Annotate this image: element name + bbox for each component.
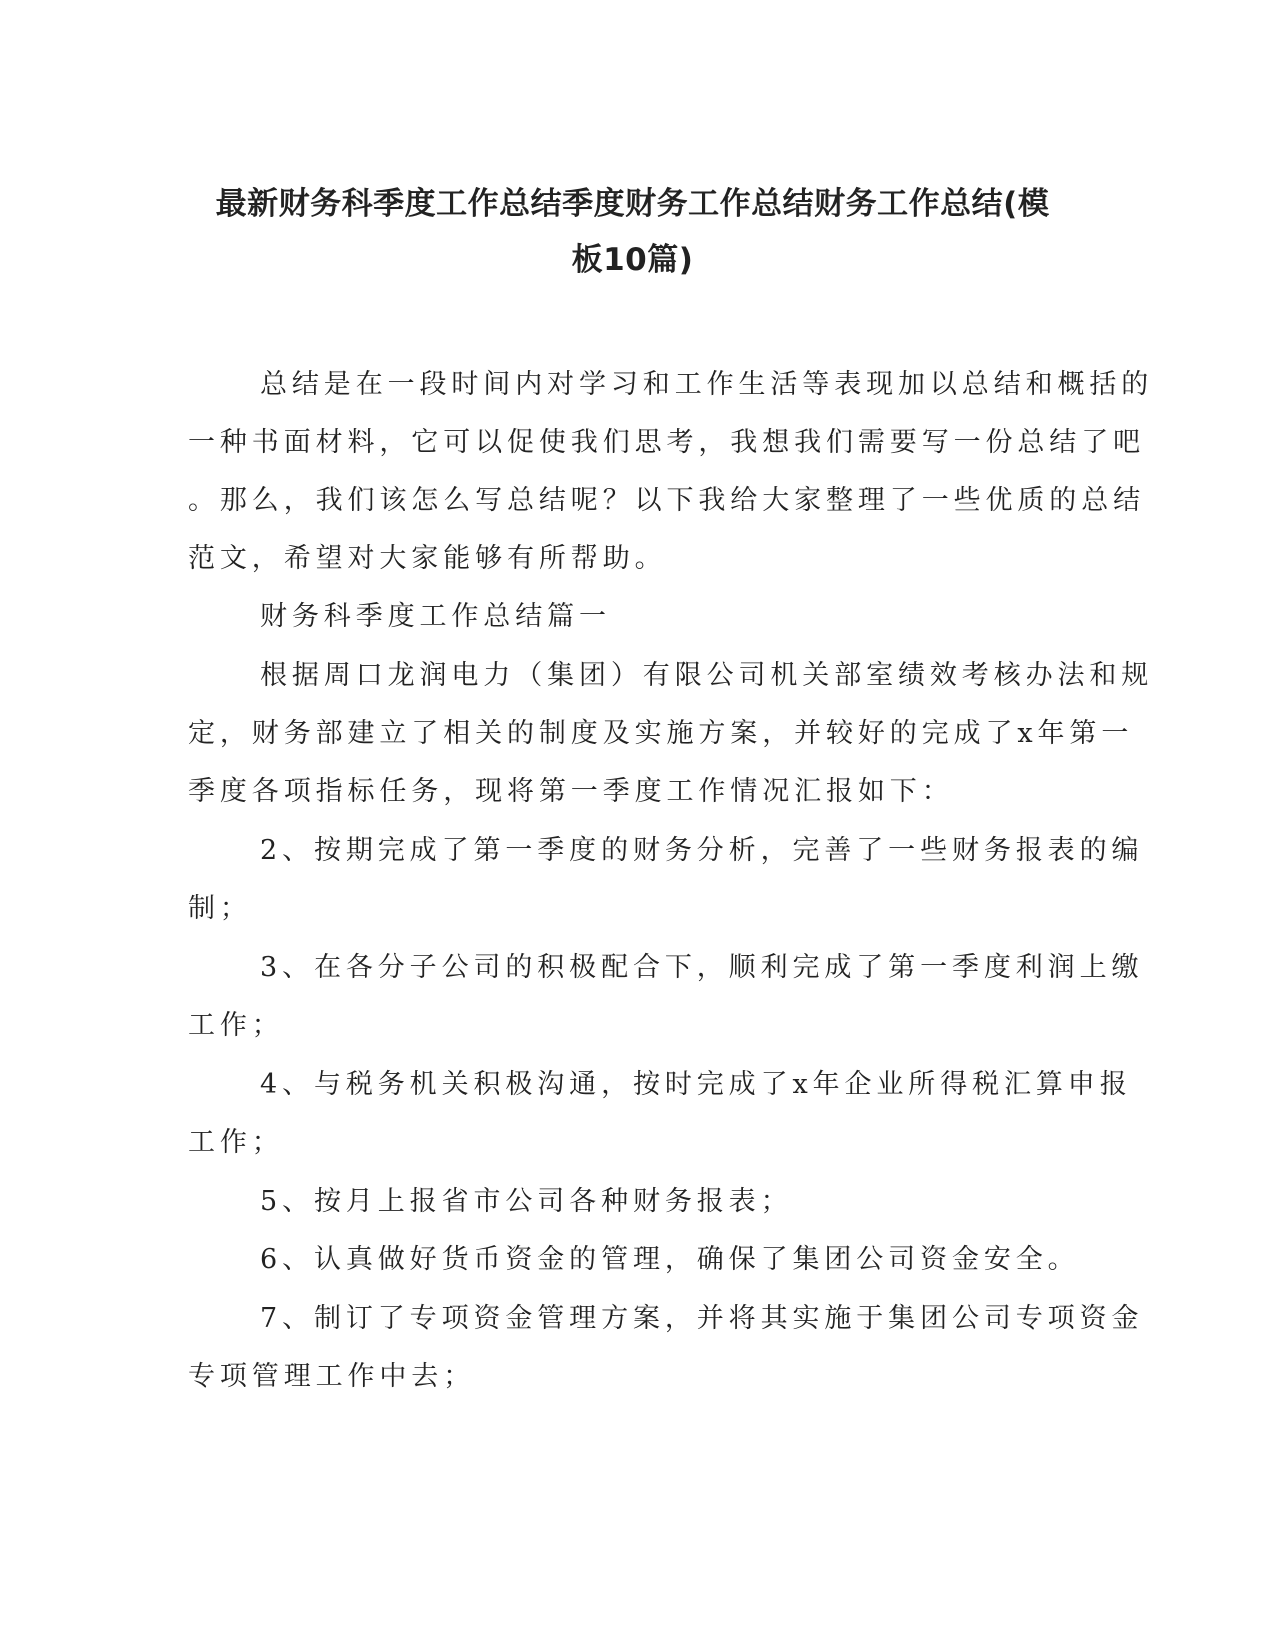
- document-title: [180, 176, 1085, 288]
- intro-line-1: 总结是在一段时间内对学习和工作生活等表现加以总结和概括的: [260, 369, 1154, 400]
- item-5: 5、按月上报省市公司各种财务报表；: [260, 1186, 793, 1217]
- paragraph-line-1: 根据周口龙润电力（集团）有限公司机关部室绩效考核办法和规: [260, 660, 1154, 691]
- intro-line-4: 范文，希望对大家能够有所帮助。: [188, 543, 667, 574]
- paragraph-line-3: 季度各项指标任务，现将第一季度工作情况汇报如下：: [188, 776, 954, 807]
- paragraph-line-2: 定，财务部建立了相关的制度及实施方案，并较好的完成了x年第一: [188, 718, 1134, 749]
- item-7-line-1: 7、制订了专项资金管理方案，并将其实施于集团公司专项资金: [260, 1303, 1144, 1334]
- item-2-line-2: 制；: [188, 893, 252, 924]
- item-2-line-1: 2、按期完成了第一季度的财务分析，完善了一些财务报表的编: [260, 835, 1144, 866]
- title-line-2: 板10篇): [571, 242, 694, 278]
- item-4-line-2: 工作；: [188, 1127, 284, 1158]
- item-6: 6、认真做好货币资金的管理，确保了集团公司资金安全。: [260, 1244, 1080, 1275]
- intro-line-3: 。那么，我们该怎么写总结呢？以下我给大家整理了一些优质的总结: [188, 485, 1145, 516]
- title-line-1: 最新财务科季度工作总结季度财务工作总结财务工作总结(模: [215, 186, 1050, 222]
- item-7-line-2: 专项管理工作中去；: [188, 1361, 476, 1392]
- item-3-line-1: 3、在各分子公司的积极配合下，顺利完成了第一季度利润上缴: [260, 952, 1144, 983]
- intro-line-2: 一种书面材料，它可以促使我们思考，我想我们需要写一份总结了吧: [188, 427, 1145, 458]
- item-4-line-1: 4、与税务机关积极沟通，按时完成了x年企业所得税汇算申报: [260, 1069, 1132, 1100]
- item-3-line-2: 工作；: [188, 1010, 284, 1041]
- section-heading: 财务科季度工作总结篇一: [260, 601, 611, 632]
